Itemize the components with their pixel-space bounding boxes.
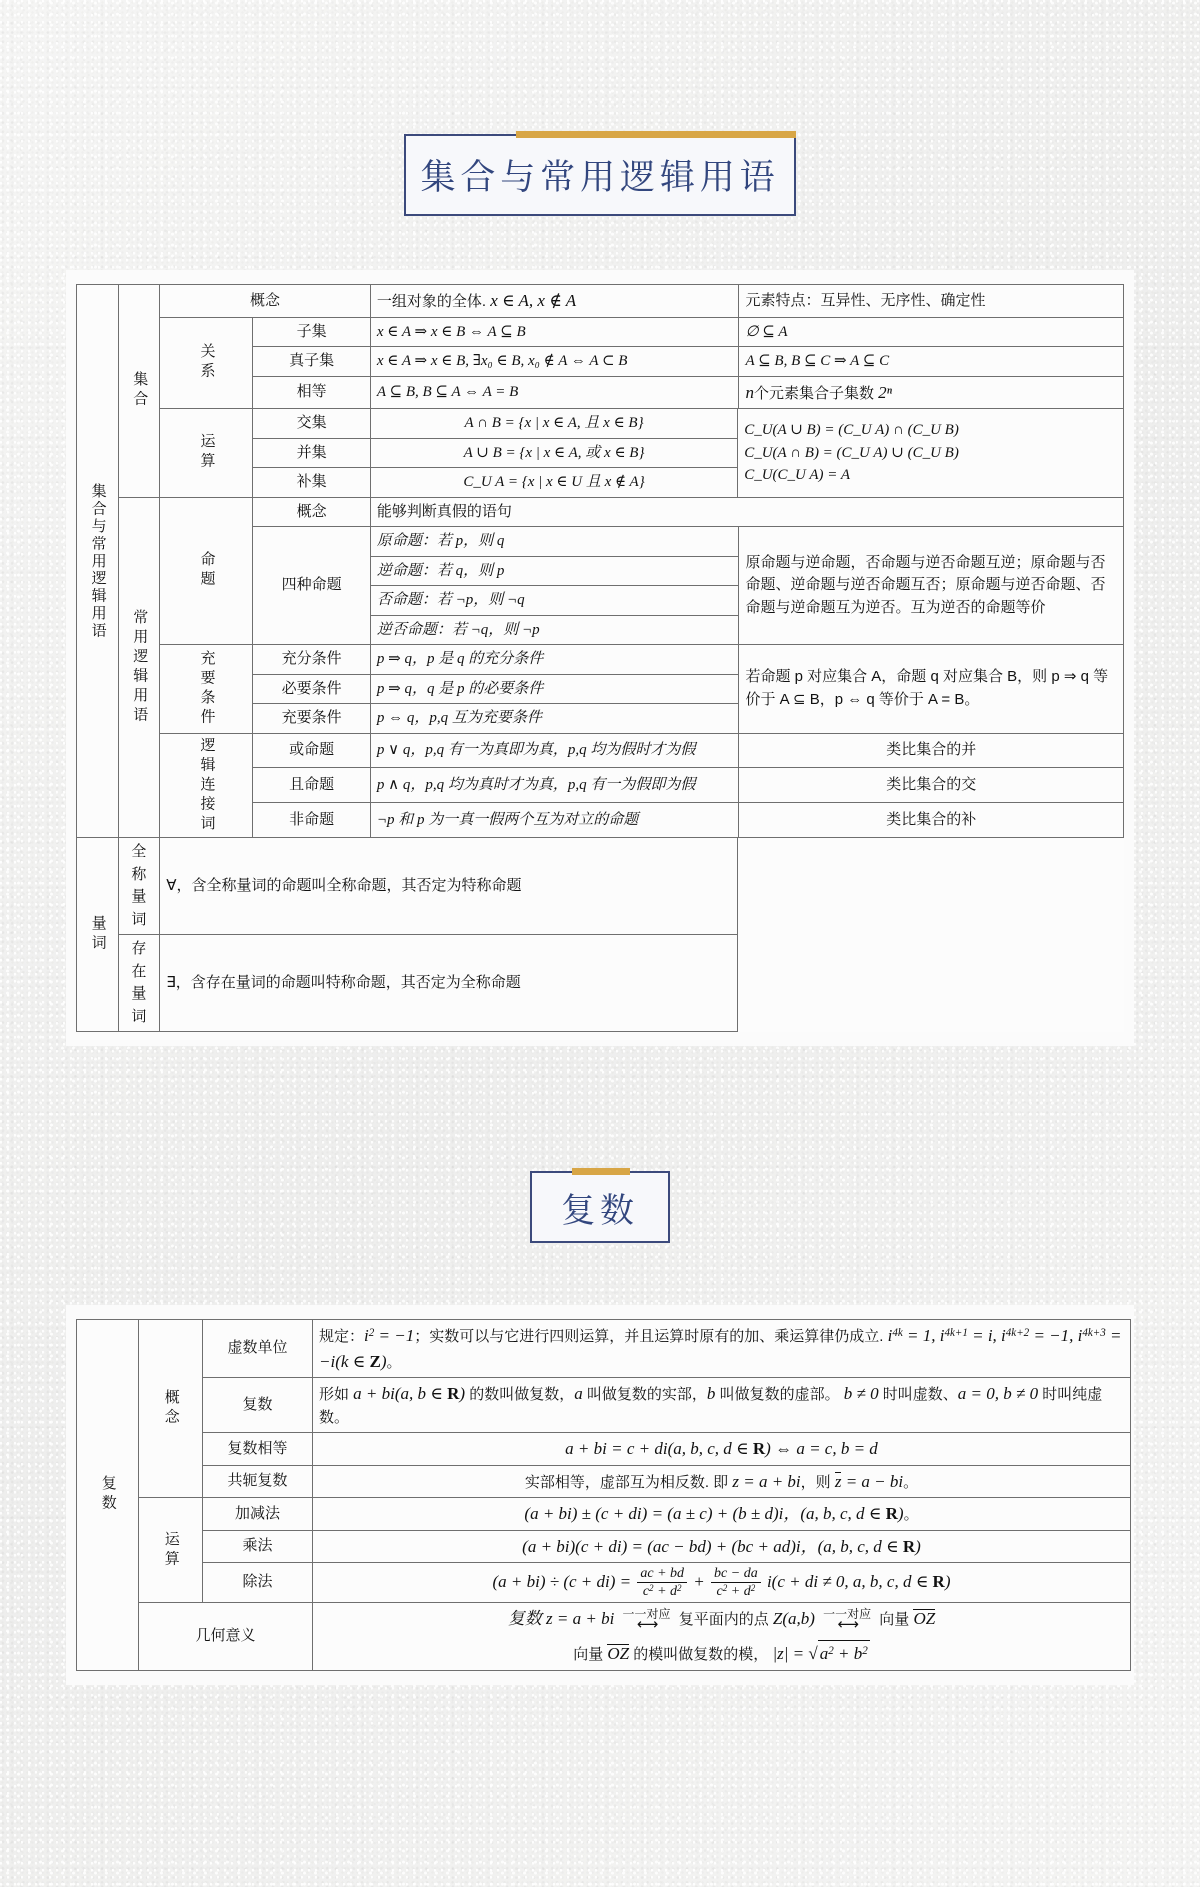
table-row [77,1603,1131,1671]
sets-logic-table [76,284,1124,1032]
cell-relation-note-2: A ⊆ B, B ⊆ C ⇒ A ⊆ C [739,347,1124,377]
cell-union-label: 并集 [253,438,371,468]
root-label-sets-logic: 集合与常用逻辑用语 [77,285,119,838]
table-row [77,733,1124,768]
cell-sufficient-math: p ⇒ q，p 是 q 的充分条件 [370,645,739,675]
root-label-complex: 复数 [77,1320,139,1671]
cell-element-feature: 元素特点：互异性、无序性、确定性 [739,285,1124,318]
geometry-line-1: 复数 z = a + bi 一一对应 ⟷ 复平面内的点 Z(a,b) 一一对应 ⟷ 向量 OZ [507,1607,936,1634]
cell-div-label: 除法 [203,1563,313,1603]
group-label-concept: 概念 [139,1320,203,1498]
cell-div-math: (a + bi) ÷ (c + di) = $\frac{ac + bd}{c^2 + d^2}$ + $\frac{bc - da}{c^2 + d^2}$ i(c + di ≠ 0, a, b, c, d ∈ R) [313,1563,1131,1603]
cell-or-note: 类比集合的并 [739,733,1124,768]
cell-geometry-content [313,1603,1131,1671]
cell-equal-math: A ⊆ B, B ⊆ A ⇔ A = B [370,376,739,409]
section1-title-wrap [0,0,1200,216]
section2-title-plaque [530,1171,670,1243]
cell-prop-concept-text: 能够判断真假的语句 [370,497,1123,527]
cell-existential-text: ∃，含存在量词的命题叫特称命题，其否定为全称命题 [160,935,738,1032]
cell-addsub-label: 加减法 [203,1498,313,1531]
op-note-2: C_U(A ∩ B) = (C_U A) ∪ (C_U B) [744,444,959,461]
section1-title-plaque [404,134,796,216]
cell-prop-original: 原命题：若 p，则 q [370,527,739,557]
cell-complex-equal-label: 复数相等 [203,1433,313,1466]
cell-complex-equal-math: a + bi = c + di(a, b, c, d ∈ R) ⇔ a = c, b = d [313,1433,1131,1466]
cell-operation-notes [738,409,1124,498]
cell-concept-text: 一组对象的全体. x ∈ A, x ∉ A [370,285,739,318]
cell-union-math: A ∪ B = {x | x ∈ A, 或 x ∈ B} [370,438,737,468]
cell-intersect-math: A ∩ B = {x | x ∈ A, 且 x ∈ B} [370,409,737,439]
cell-equal-label: 相等 [253,376,371,409]
table-row [77,409,1124,439]
cell-sufficient-label: 充分条件 [253,645,371,675]
table-row [77,1433,1131,1466]
group-label-operation: 运算 [139,1498,203,1603]
cell-and-note: 类比集合的交 [739,768,1124,803]
table-row [77,645,1124,675]
section2-title-wrap [0,1046,1200,1243]
cell-universal-text: ∀，含全称量词的命题叫全称命题，其否定为特称命题 [160,838,738,935]
table-row [77,1530,1131,1563]
cell-intersect-label: 交集 [253,409,371,439]
cell-conjugate-text: 实部相等，虚部互为相反数. 即 z = a + bi，则 z = a − bi。 [313,1465,1131,1498]
cell-complex-label: 复数 [203,1378,313,1433]
cell-proper-subset-label: 真子集 [253,347,371,377]
table-row [77,317,1124,347]
cell-existential-label: 存在量词 [118,935,160,1032]
cell-geometry-label: 几何意义 [139,1603,313,1671]
complex-numbers-table [76,1319,1131,1671]
section1-table-panel [66,270,1134,1046]
cell-prop-inverse: 否命题：若 ¬p，则 ¬q [370,586,739,616]
cell-relation-note-3: n个元素集合子集数 2ⁿ [739,376,1124,409]
cell-complement-math: C_U A = {x | x ∈ U 且 x ∉ A} [370,468,737,498]
table-row [77,1563,1131,1603]
cell-not-note: 类比集合的补 [739,803,1124,838]
cell-or-label: 或命题 [253,733,371,768]
cell-iff-label: 充要条件 [253,704,371,734]
cell-imaginary-unit-text: 规定：$i^2 = -1$；实数可以与它进行四则运算，并且运算时原有的加、乘运算律仍成立. $i^{4k} = 1$, $i^{4k+1} = i$, $i^{4k+2} = -1$, $i^{4k+3} = -i(k$ ∈ Z)。 [313,1320,1131,1378]
cell-quantifier-label: 量词 [77,838,119,1032]
group-label-set: 集合 [118,285,160,498]
cell-four-props-label: 四种命题 [253,527,371,645]
cell-mul-math: (a + bi)(c + di) = (ac − bd) + (bc + ad)i，(a, b, c, d ∈ R) [313,1530,1131,1563]
table-row [77,497,1124,527]
cell-condition-label: 充要条件 [160,645,253,734]
correspondence-arrow-1: 一一对应 ⟷ [622,1607,671,1634]
cell-or-math: p ∨ q，p,q 有一为真即为真，p,q 均为假时才为假 [370,733,739,768]
cell-concept-label: 概念 [160,285,371,318]
cell-necessary-math: p ⇒ q，q 是 p 的必要条件 [370,674,739,704]
cell-proper-subset-math: x ∈ A ⇒ x ∈ B, ∃x₀ ∈ B, x₀ ∉ A ⇔ A ⊂ B [370,347,739,377]
cell-operation-label: 运算 [160,409,253,498]
geometry-line-2: 向量 OZ 的模叫做复数的模， |z| = √ $a^2 + b^2$ [319,1640,1124,1667]
cell-relation-label: 关系 [160,317,253,409]
cell-condition-note: 若命题 p 对应集合 A，命题 q 对应集合 B，则 p ⇒ q 等价于 A ⊆ B，p ⇔ q 等价于 A = B。 [739,645,1124,734]
table-row [77,1498,1131,1531]
cell-mul-label: 乘法 [203,1530,313,1563]
title-accent-bar [516,131,796,138]
cell-iff-math: p ⇔ q，p,q 互为充要条件 [370,704,739,734]
cell-prop-contrapositive: 逆否命题：若 ¬q，则 ¬p [370,615,739,645]
cell-universal-label: 全称量词 [118,838,160,935]
table-row [77,1378,1131,1433]
cell-necessary-label: 必要条件 [253,674,371,704]
table-row [77,1320,1131,1378]
cell-subset-label: 子集 [253,317,371,347]
cell-relation-note-1: ∅ ⊆ A [739,317,1124,347]
cell-imaginary-unit-label: 虚数单位 [203,1320,313,1378]
page-title: 集合与常用逻辑用语 [420,158,780,197]
cell-complement-label: 补集 [253,468,371,498]
table-row [77,1465,1131,1498]
title-accent-bar-2 [572,1168,630,1175]
cell-connective-label: 逻辑连接词 [160,733,253,838]
op-note-3: C_U(C_U A) = A [744,467,851,483]
cell-complex-text: 形如 a + bi(a, b ∈ R) 的数叫做复数，a 叫做复数的实部，b 叫做复数的虚部。 b ≠ 0 时叫虚数、a = 0, b ≠ 0 时叫纯虚数。 [313,1378,1131,1433]
section2-title: 复数 [561,1191,639,1230]
table-row [77,285,1124,318]
cell-addsub-math: (a + bi) ± (c + di) = (a ± c) + (b ± d)i，(a, b, c, d ∈ R)。 [313,1498,1131,1531]
cell-subset-math: x ∈ A ⇒ x ∈ B ⇔ A ⊆ B [370,317,739,347]
correspondence-arrow-2: 一一对应 ⟷ [823,1607,872,1634]
concept-math: x ∈ A, x ∉ A [490,291,577,310]
table-row [77,838,1124,935]
group-label-logic: 常用逻辑用语 [118,497,160,838]
cell-and-math: p ∧ q，p,q 均为真时才为真，p,q 有一为假即为假 [370,768,739,803]
cell-and-label: 且命题 [253,768,371,803]
cell-prop-converse: 逆命题：若 q，则 p [370,556,739,586]
cell-conjugate-label: 共轭复数 [203,1465,313,1498]
op-note-1: C_U(A ∪ B) = (C_U A) ∩ (C_U B) [744,422,959,438]
table-row [77,935,1124,1032]
cell-prop-label: 命题 [160,497,253,645]
cell-prop-concept-label: 概念 [253,497,371,527]
cell-four-props-note: 原命题与逆命题，否命题与逆否命题互逆；原命题与否命题、逆命题与逆否命题互否；原命题与逆否命题、否命题与逆命题互为逆否。互为逆否的命题等价 [739,527,1124,645]
section2-table-panel [66,1305,1134,1685]
cell-not-math: ¬p 和 p 为一真一假两个互为对立的命题 [370,803,739,838]
cell-not-label: 非命题 [253,803,371,838]
